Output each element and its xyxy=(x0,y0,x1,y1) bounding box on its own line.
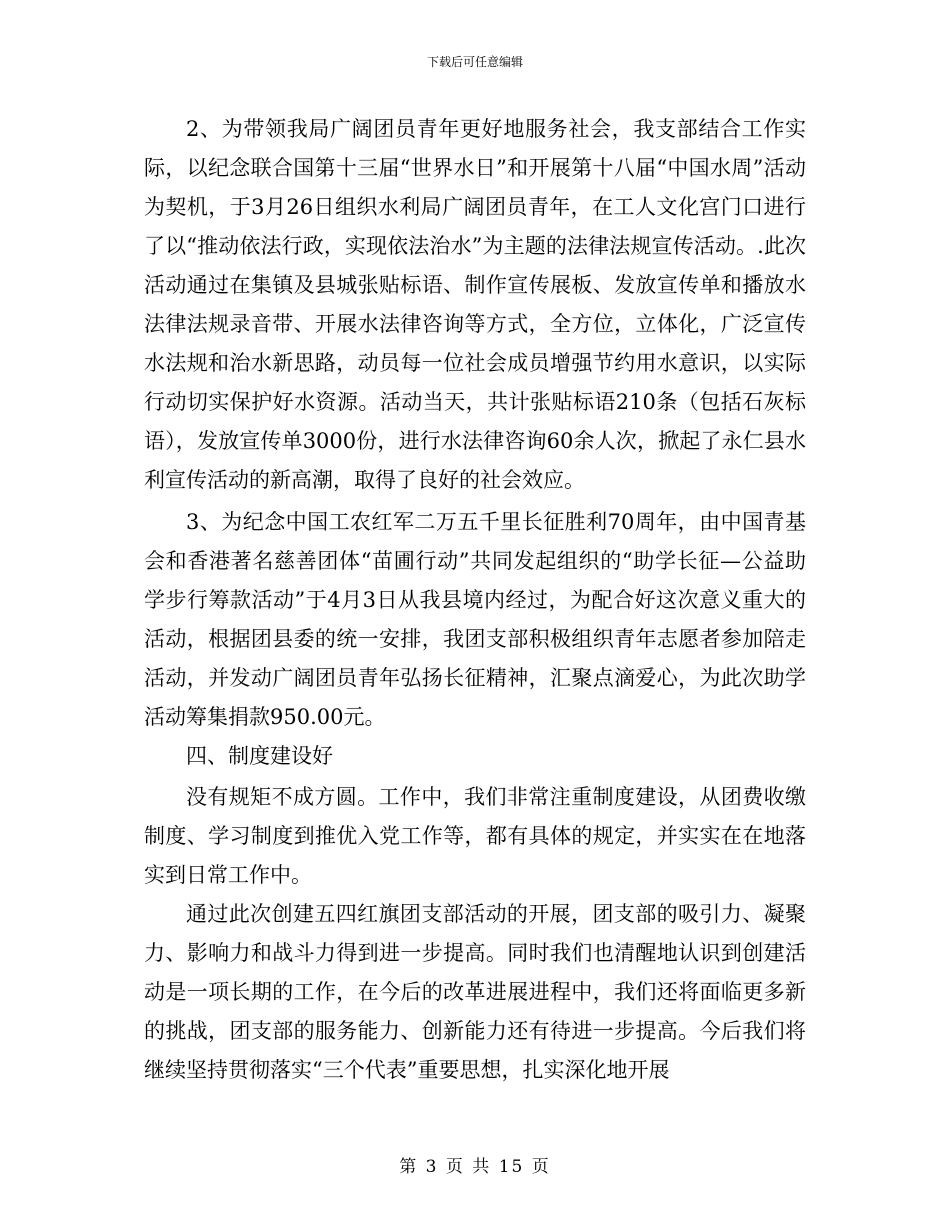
section-heading-institution-building: 四、制度建设好 xyxy=(186,744,333,768)
paragraph-rules-and-systems: 没有规矩不成方圆。工作中，我们非常注重制度建设，从团费收缴制度、学习制度到推优入党工作等，都有具体的规定，并实实在在地落实到日常工作中。 xyxy=(144,785,806,887)
paragraph-water-law-campaign: 2、为带领我局广阔团员青年更好地服务社会，我支部结合工作实际，以纪念联合国第十三届“世界水日”和开展第十八届“中国水周”活动为契机，于3月26日组织水利局广阔团员青年，在工人文化宫门口进行了以“推动依法行政，实现依法治水”为主题的法律法规宣传活动。.此次活动通过在集镇及县城张贴标语、制作宣传展板、发放宣传单和播放水法律法规录音带、开展水法律咨询等方式，全方位，立体化，广泛宣传水法规和治水新思路，动员每一位社会成员增强节约用水意识，以实际行动切实保护好水资源。活动当天，共计张贴标语210条（包括石灰标语），发放宣传单3000份，进行水法律咨询60余人次，掀起了永仁县水利宣传活动的新高潮，取得了良好的社会效应。 xyxy=(144,117,806,492)
page-number-footer: 第 3 页 共 15 页 xyxy=(399,1157,551,1177)
paragraph-conclusion: 通过此次创建五四红旗团支部活动的开展，团支部的吸引力、凝聚力、影响力和战斗力得到进一步提高。同时我们也清醒地认识到创建活动是一项长期的工作，在今后的改革进展进程中，我们还将面临更多新的挑战，团支部的服务能力、创新能力还有待进一步提高。今后我们将继续坚持贯彻落实“三个代表”重要思想，扎实深化地开展 xyxy=(144,902,806,1082)
document-body xyxy=(144,110,806,1090)
paragraph-long-march-fundraiser: 3、为纪念中国工农红军二万五千里长征胜利70周年，由中国青基会和香港著名慈善团体“苗圃行动”共同发起组织的“助学长征—公益助学步行筹款活动”于4月3日从我县境内经过，为配合好这次意义重大的活动，根据团县委的统一安排，我团支部积极组织青年志愿者参加陪走活动，并发动广阔团员青年弘扬长征精神，汇聚点滴爱心，为此次助学活动筹集捐款950.00元。 xyxy=(144,510,806,729)
page-header: 下载后可任意编辑 xyxy=(426,55,523,69)
